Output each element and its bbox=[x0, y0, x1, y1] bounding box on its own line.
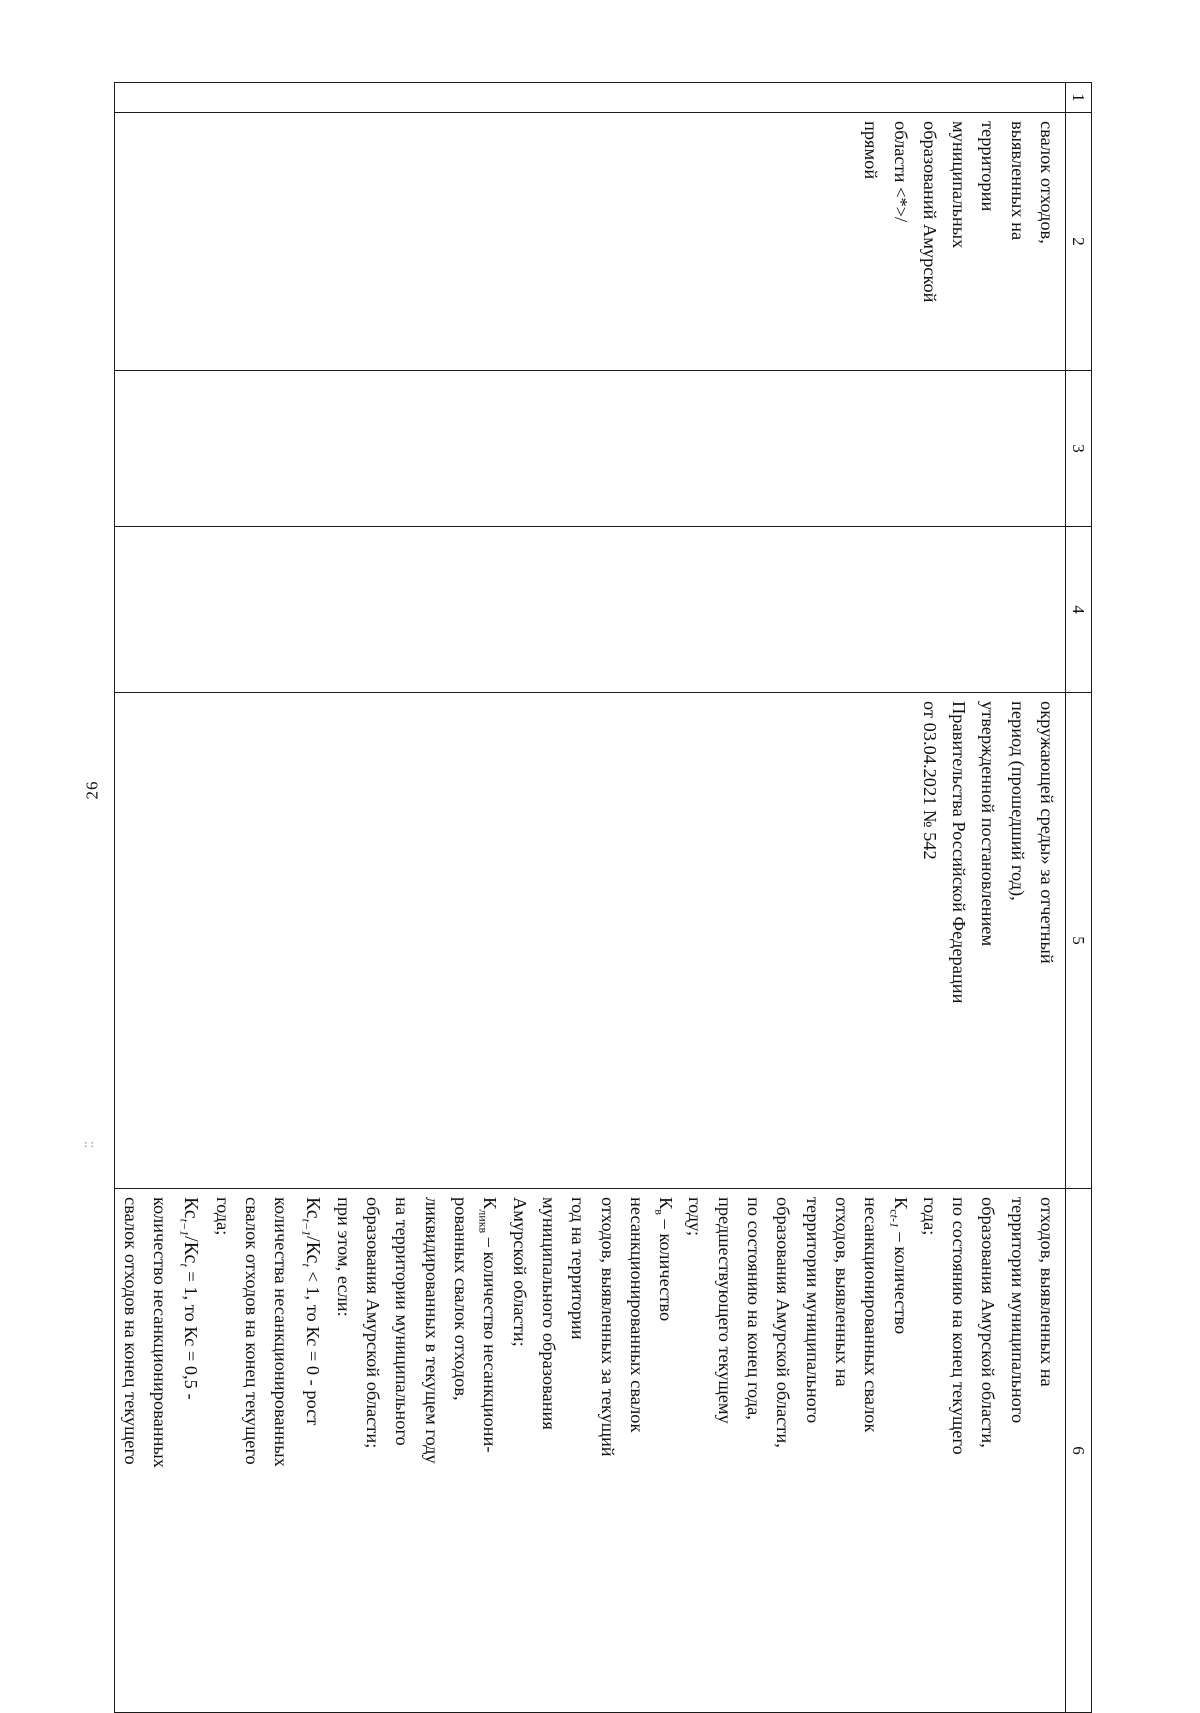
col6-line: территории муниципального bbox=[1007, 1197, 1028, 1424]
col2-line: прямой bbox=[861, 121, 882, 180]
col6-line: рованных свалок отходов, bbox=[451, 1197, 472, 1401]
col6-line: год на территории bbox=[568, 1197, 589, 1340]
definition-text: – количество несанкциони- bbox=[480, 1233, 501, 1453]
cell-col1 bbox=[115, 83, 1066, 113]
scan-artifact: ⁚⁚ bbox=[84, 1141, 96, 1148]
column-header-5: 5 bbox=[1066, 693, 1092, 1189]
column-header-4: 4 bbox=[1066, 527, 1092, 693]
rotated-table-wrapper bbox=[120, 82, 1092, 1712]
cell-col2 bbox=[115, 113, 1066, 371]
col5-line: Правительства Российской Федерации bbox=[949, 701, 970, 1004]
col6-line: образования Амурской области, bbox=[978, 1197, 999, 1448]
col6-line: количества несанкционированных bbox=[271, 1197, 292, 1467]
symbol-k: К bbox=[890, 1197, 911, 1210]
formula-numerator-index: t−1 bbox=[177, 1218, 192, 1237]
col6-line: по состоянию на конец текущего bbox=[949, 1197, 970, 1455]
column-header-3: 3 bbox=[1066, 371, 1092, 527]
col6-line: на территории муниципального bbox=[392, 1197, 413, 1446]
symbol-k: К bbox=[480, 1197, 501, 1210]
column-header-6: 6 bbox=[1066, 1189, 1092, 1713]
col6-line: территории муниципального bbox=[802, 1197, 823, 1424]
col6-line: свалок отходов на конец текущего bbox=[120, 1197, 141, 1465]
formula-numerator-index: t−1 bbox=[298, 1218, 313, 1237]
col6-line: года; bbox=[212, 1197, 233, 1236]
col6-definition-kliqv bbox=[475, 1197, 504, 1706]
formula-rest: < 1, то Кс = 0 - рост bbox=[302, 1266, 323, 1426]
symbol-sub: в bbox=[652, 1209, 667, 1215]
col2-line: муниципальных bbox=[949, 121, 970, 249]
col5-line: от 03.04.2021 № 542 bbox=[919, 701, 940, 860]
col6-line: отходов, выявленных на bbox=[1037, 1197, 1057, 1387]
cell-col5 bbox=[115, 693, 1066, 1189]
formula-denominator-index: t bbox=[298, 1263, 313, 1267]
page-number: 26 bbox=[82, 780, 102, 800]
col2-line: образований Амурской bbox=[919, 121, 940, 303]
col6-line: свалок отходов на конец текущего bbox=[241, 1197, 262, 1465]
cell-col4 bbox=[115, 527, 1066, 693]
symbol-k: К bbox=[656, 1197, 677, 1210]
document-table bbox=[115, 82, 1093, 1713]
col6-line: отходов, выявленных за текущий bbox=[597, 1197, 618, 1457]
col5-line: утвержденной постановлением bbox=[978, 701, 999, 947]
col6-line: несанкционированных свалок bbox=[626, 1197, 647, 1433]
formula-ratio-less: $Кс_{t-1}/Кс_t < 1$, то Кс = 0 - рост bbox=[298, 1197, 324, 1426]
formula-denominator: Кс bbox=[180, 1241, 203, 1264]
col2-line: выявленных на bbox=[1007, 121, 1028, 241]
definition-text: – количество bbox=[656, 1214, 677, 1322]
formula-denominator-index: t bbox=[177, 1263, 192, 1267]
symbol-sub: ликв bbox=[476, 1209, 491, 1234]
column-header-1: 1 bbox=[1066, 83, 1092, 113]
table-row bbox=[115, 83, 1066, 1713]
col6-line: образования Амурской области, bbox=[773, 1197, 794, 1448]
formula-denominator: Кс bbox=[301, 1241, 324, 1264]
col6-definition-kv bbox=[651, 1197, 680, 1706]
col2-line: области <*>/ bbox=[890, 121, 911, 223]
definition-text: – количество bbox=[890, 1227, 911, 1335]
col2-line: территории bbox=[978, 121, 999, 212]
col5-line: период (прошедший год), bbox=[1007, 701, 1028, 901]
col6-line: отходов, выявленных на bbox=[831, 1197, 852, 1387]
col6-line: образования Амурской области; bbox=[363, 1197, 384, 1449]
formula-numerator: Кс bbox=[301, 1197, 324, 1219]
col6-line: несанкционированных свалок bbox=[861, 1197, 882, 1433]
col6-line: количество несанкционированных bbox=[150, 1197, 171, 1468]
col6-line: ликвидированных в текущем году bbox=[421, 1197, 442, 1464]
col6-line: при этом, если: bbox=[333, 1197, 354, 1317]
col6-definition-kc-prev bbox=[885, 1197, 914, 1706]
col6-line: муниципального образования bbox=[538, 1197, 559, 1430]
column-header-2: 2 bbox=[1066, 113, 1092, 371]
col6-line: году; bbox=[685, 1197, 706, 1237]
col6-line: предшествующего текущему bbox=[714, 1197, 735, 1424]
col2-line: свалок отходов, bbox=[1037, 121, 1057, 244]
col6-line: по состоянию на конец года, bbox=[744, 1197, 765, 1420]
formula-ratio-equal: $Кс_{t-1}/Кс_t = 1$, то Кс = 0,5 - bbox=[177, 1197, 203, 1400]
formula-rest: = 1, то Кс = 0,5 - bbox=[181, 1266, 202, 1400]
col6-line: Амурской области; bbox=[509, 1197, 530, 1347]
cell-col6 bbox=[115, 1189, 1066, 1713]
table-header-row bbox=[1066, 83, 1092, 1713]
col5-line: окружающей среды» за отчетный bbox=[1037, 701, 1057, 964]
symbol-sub: c bbox=[886, 1209, 901, 1215]
formula-numerator: Кс bbox=[180, 1197, 203, 1219]
cell-col3 bbox=[115, 371, 1066, 527]
col6-line: года; bbox=[919, 1197, 940, 1236]
symbol-index: t-1 bbox=[886, 1214, 901, 1228]
